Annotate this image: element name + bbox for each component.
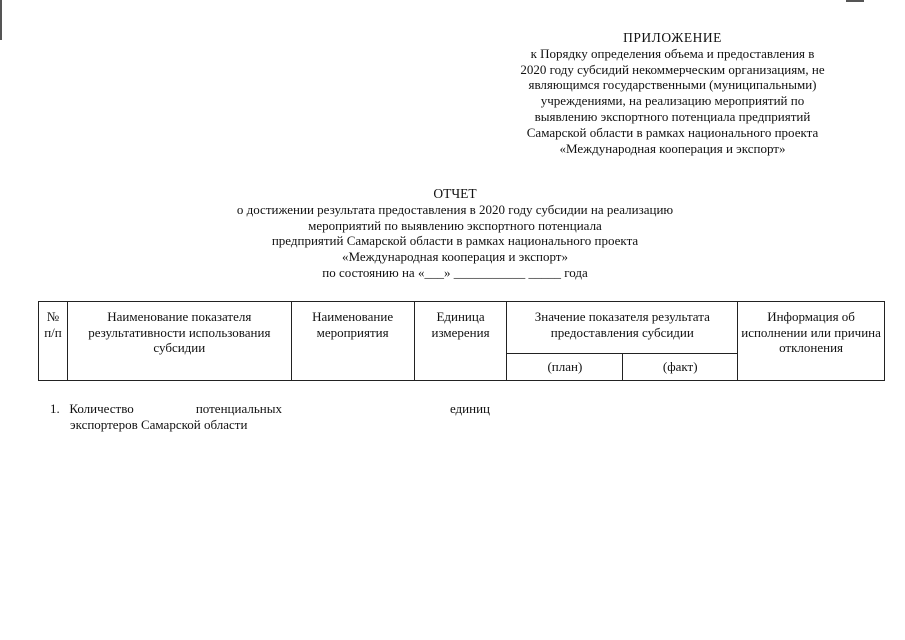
header-indicator: Наименование показателя результативности использования субсидии xyxy=(67,302,291,381)
list-item xyxy=(50,401,490,433)
item-number: 1. xyxy=(50,401,60,416)
header-event: Наименование мероприятия xyxy=(291,302,414,381)
appendix-block xyxy=(470,30,875,156)
scan-edge-mark xyxy=(0,0,2,40)
appendix-line: 2020 году субсидий некоммерческим организациям, не xyxy=(520,61,825,77)
header-unit: Единица измерения xyxy=(414,302,507,381)
appendix-line: Самарской области в рамках национального проекта xyxy=(526,124,819,140)
appendix-line: учреждениями, на реализацию мероприятий по xyxy=(540,93,805,109)
appendix-line: выявлению экспортного потенциала предприятий xyxy=(534,108,811,124)
item-unit: единиц xyxy=(449,401,490,416)
header-num: № п/п xyxy=(39,302,68,381)
header-fact: (факт) xyxy=(623,354,738,381)
report-line: «Международная кооперация и экспорт» xyxy=(342,249,568,265)
report-heading xyxy=(150,186,760,281)
item-name-line2: экспортеров Самарской области xyxy=(70,417,248,432)
header-value: Значение показателя результата предоставления субсидии xyxy=(507,302,738,354)
report-line: мероприятий по выявлению экспортного потенциала xyxy=(308,217,602,233)
scan-corner-mark xyxy=(846,0,864,2)
header-plan: (план) xyxy=(507,354,623,381)
report-date-line: по состоянию на «___» ___________ _____ года xyxy=(322,264,588,280)
header-info: Информация об исполнении или причина отклонения xyxy=(738,302,885,381)
item-name-word: Количество xyxy=(69,401,134,416)
appendix-line: к Порядку определения объема и предоставления в xyxy=(530,45,815,61)
appendix-line: являющимся государственными (муниципальными) xyxy=(528,77,817,93)
item-name-word: потенциальных xyxy=(195,401,282,416)
item-name-line1 xyxy=(69,401,282,417)
report-line: о достижении результата предоставления в 2020 году субсидии на реализацию xyxy=(236,201,674,217)
appendix-title: ПРИЛОЖЕНИЕ xyxy=(623,30,722,45)
report-table xyxy=(38,301,885,381)
report-title: ОТЧЕТ xyxy=(433,186,477,201)
appendix-line: «Международная кооперация и экспорт» xyxy=(559,140,786,156)
report-line: предприятий Самарской области в рамках национального проекта xyxy=(271,233,639,249)
